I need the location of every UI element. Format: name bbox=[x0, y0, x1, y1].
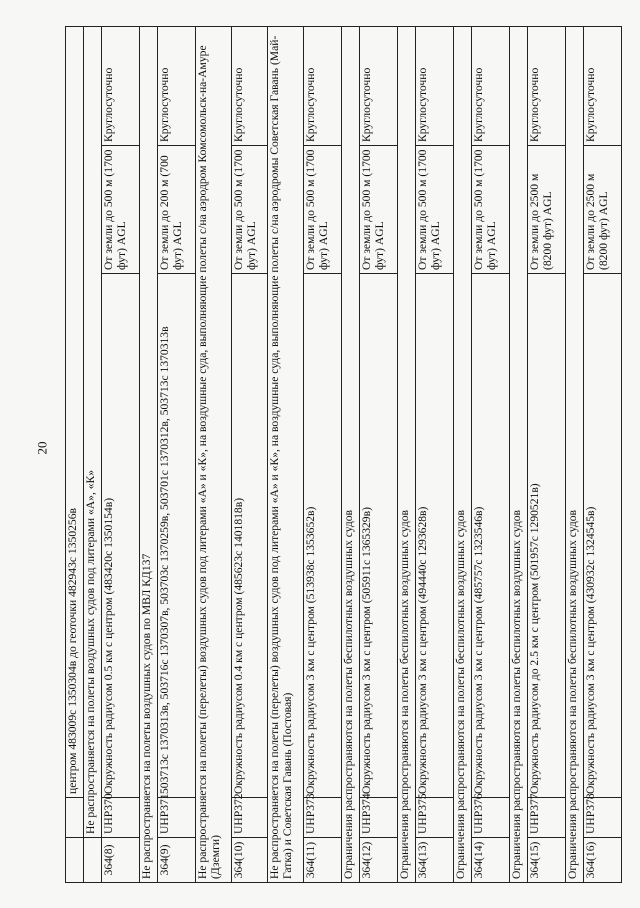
row-number: 364(15) bbox=[528, 838, 566, 883]
note-text: Не распространяется на полеты (перелеты) воздушных судов под литерами «А» и «К», на воздушные суда, выполняющие полеты с/на аэродром Комсомольск-на-Амуре (Дземги) bbox=[196, 26, 232, 882]
table-row-zone bbox=[304, 26, 342, 882]
table-body bbox=[66, 26, 622, 882]
table-row-zone bbox=[102, 26, 140, 882]
table-row-note bbox=[454, 26, 472, 882]
note-text: Не распространяется на полеты (перелеты) воздушных судов под литерами «А» и «К», на воздушные суда, выполняющие полеты с/на аэродромы Советская Гавань (Май-Гатка) и Советская Гавань (Постовая) bbox=[268, 26, 304, 882]
zone-code: UHP371 bbox=[158, 798, 196, 838]
table-row-zone bbox=[360, 26, 398, 882]
zone-schedule: Круглосуточно bbox=[304, 26, 342, 145]
zone-schedule: Круглосуточно bbox=[158, 26, 196, 145]
table-row-zone bbox=[528, 26, 566, 882]
zone-altitude: От земли до 500 м (1700 фут) AGL bbox=[472, 146, 510, 274]
table-row-note bbox=[140, 26, 158, 882]
zone-code: UHP378 bbox=[584, 798, 622, 838]
zone-schedule: Круглосуточно bbox=[232, 26, 268, 145]
note-text: Ограничения распространяются на полеты беспилотных воздушных судов bbox=[454, 26, 472, 882]
zone-code: UHP376 bbox=[472, 798, 510, 838]
table-row-note bbox=[510, 26, 528, 882]
row-number: 364(16) bbox=[584, 838, 622, 883]
zone-altitude: От земли до 2500 м (8200 фут) AGL bbox=[528, 146, 566, 274]
zone-altitude: От земли до 500 м (1700 фут) AGL bbox=[232, 146, 268, 274]
zone-code: UHP377 bbox=[528, 798, 566, 838]
row-number: 364(14) bbox=[472, 838, 510, 883]
table-row-note bbox=[566, 26, 584, 882]
table-row-note bbox=[268, 26, 304, 882]
zone-code: UHP374 bbox=[360, 798, 398, 838]
note-text: Не распространяется на полеты воздушных судов по МВЛ КД137 bbox=[140, 26, 158, 882]
empty-cell bbox=[66, 838, 84, 883]
zone-boundary: Окружность радиусом 0.5 км с центром (483420с 1350154в) bbox=[102, 274, 140, 798]
empty-cell bbox=[84, 838, 102, 883]
table-row-note bbox=[66, 26, 84, 882]
table-row-note bbox=[342, 26, 360, 882]
table-row-zone bbox=[232, 26, 268, 882]
zone-code: UHP370 bbox=[102, 798, 140, 838]
note-text: центром 483009с 1350304в до геоточки 482943с 1350256в bbox=[66, 26, 84, 797]
zone-schedule: Круглосуточно bbox=[360, 26, 398, 145]
table-row-zone bbox=[584, 26, 622, 882]
zone-code: UHP375 bbox=[416, 798, 454, 838]
zone-schedule: Круглосуточно bbox=[528, 26, 566, 145]
row-number: 364(12) bbox=[360, 838, 398, 883]
zone-boundary: Окружность радиусом 3 км с центром (485757с 1323546в) bbox=[472, 274, 510, 798]
note-text: Ограничения распространяются на полеты беспилотных воздушных судов bbox=[342, 26, 360, 882]
row-number: 364(11) bbox=[304, 838, 342, 883]
zone-code: UHP372 bbox=[232, 798, 268, 838]
zone-boundary: Окружность радиусом 3 км с центром (430932с 1324545в) bbox=[584, 274, 622, 798]
row-number: 364(8) bbox=[102, 838, 140, 883]
zone-altitude: От земли до 500 м (1700 фут) AGL bbox=[416, 146, 454, 274]
note-text: Не распространяется на полеты воздушных судов под литерами «А», «К» bbox=[84, 26, 102, 837]
zone-schedule: Круглосуточно bbox=[416, 26, 454, 145]
row-number: 364(13) bbox=[416, 838, 454, 883]
table-row-note bbox=[84, 26, 102, 882]
airspace-restrictions-table bbox=[65, 26, 622, 883]
zone-altitude: От земли до 200 м (700 фут) AGL bbox=[158, 146, 196, 274]
zone-boundary: Окружность радиусом 3 км с центром (505911с 1365329в) bbox=[360, 274, 398, 798]
zone-boundary: 503713с 1370313в, 503716с 1370307в, 503703с 1370259в, 503701с 1370312в, 503713с 1370313в bbox=[158, 274, 196, 798]
zone-schedule: Круглосуточно bbox=[102, 26, 140, 145]
table-row-note bbox=[196, 26, 232, 882]
page-number: 20 bbox=[34, 441, 50, 455]
note-text: Ограничения распространяются на полеты беспилотных воздушных судов bbox=[510, 26, 528, 882]
zone-schedule: Круглосуточно bbox=[472, 26, 510, 145]
zone-code: UHP373 bbox=[304, 798, 342, 838]
zone-boundary: Окружность радиусом 3 км с центром (513938с 1353652в) bbox=[304, 274, 342, 798]
zone-altitude: От земли до 500 м (1700 фут) AGL bbox=[102, 146, 140, 274]
table-row-zone bbox=[158, 26, 196, 882]
table-row-note bbox=[398, 26, 416, 882]
zone-boundary: Окружность радиусом 0.4 км с центром (485623с 1401818в) bbox=[232, 274, 268, 798]
zone-schedule: Круглосуточно bbox=[584, 26, 622, 145]
row-number: 364(9) bbox=[158, 838, 196, 883]
row-number: 364(10) bbox=[232, 838, 268, 883]
zone-altitude: От земли до 2500 м (8200 фут) AGL bbox=[584, 146, 622, 274]
table-row-zone bbox=[472, 26, 510, 882]
zone-boundary: Окружность радиусом 3 км с центром (494440с 1293628в) bbox=[416, 274, 454, 798]
note-text: Ограничения распространяются на полеты беспилотных воздушных судов bbox=[398, 26, 416, 882]
table-row-zone bbox=[416, 26, 454, 882]
note-text: Ограничения распространяются на полеты беспилотных воздушных судов bbox=[566, 26, 584, 882]
zone-altitude: От земли до 500 м (1700 фут) AGL bbox=[304, 146, 342, 274]
empty-cell bbox=[66, 798, 84, 838]
zone-altitude: От земли до 500 м (1700 фут) AGL bbox=[360, 146, 398, 274]
rotated-table-sheet bbox=[65, 27, 610, 883]
zone-boundary: Окружность радиусом до 2.5 км с центром (501957с 1290521в) bbox=[528, 274, 566, 798]
